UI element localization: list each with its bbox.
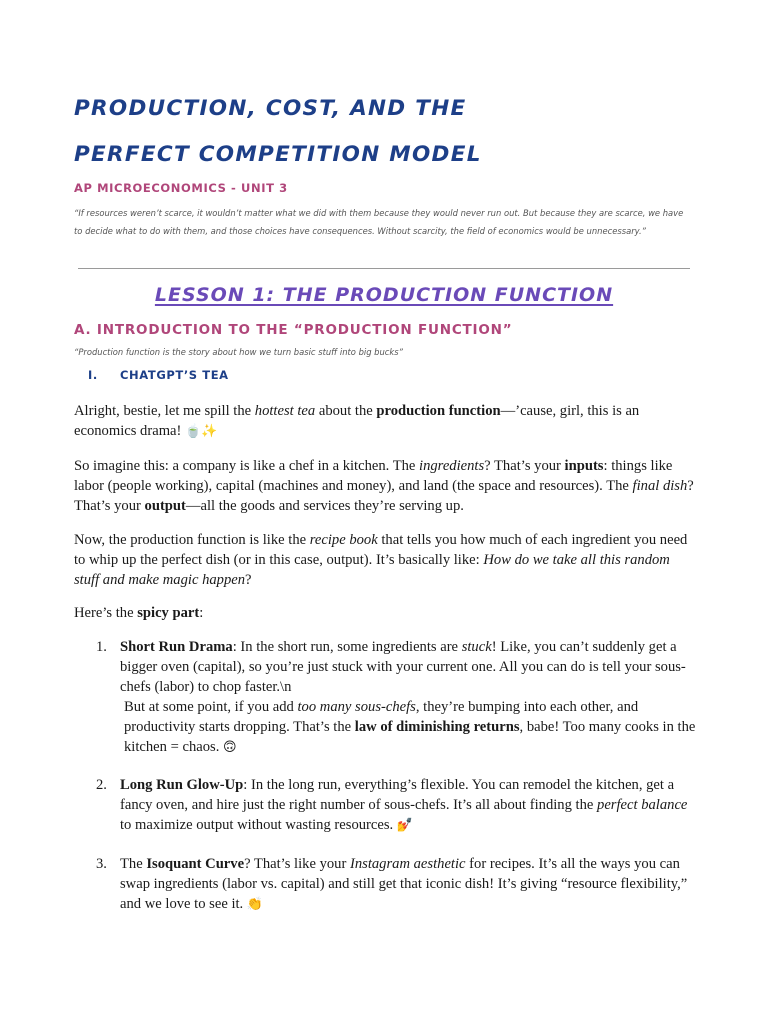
italic-text: ingredients bbox=[419, 458, 485, 474]
text-run: But at some point, if you add bbox=[124, 699, 298, 715]
text-run: for recipes. It’s all the ways you can swap ingredients (labor vs. capital) and still get that iconic dish! It’s giving “resource flexibility,” and we love to see it. bbox=[120, 856, 688, 912]
text-run: : In the short run, some ingredients are bbox=[232, 639, 462, 655]
text-run: So imagine this: a company is like a chef in a kitchen. The bbox=[74, 458, 420, 474]
bold-text: inputs bbox=[564, 458, 604, 474]
text-run: ? bbox=[245, 572, 252, 588]
text-run: ? That’s your bbox=[484, 458, 565, 474]
list-item-text bbox=[120, 637, 696, 758]
opening-quote: “If resources weren’t scarce, it wouldn’t matter what we did with them because they would never run out. But because they are scarce, we have to decide what to do with them, and those choices have consequences. Without scarcity, the field of economics would be unnecessary.” bbox=[74, 208, 684, 236]
list-number: 3. bbox=[96, 856, 107, 872]
text-run: , babe! Too many cooks in the kitchen = chaos. bbox=[124, 719, 696, 755]
list-item-text bbox=[120, 854, 696, 915]
subsection-numeral: I. bbox=[88, 368, 98, 382]
subsection-title: CHATGPT’S TEA bbox=[120, 368, 229, 382]
list-number: 1. bbox=[96, 639, 107, 655]
continuation-line bbox=[120, 697, 696, 758]
text-run: to maximize output without wasting resources. bbox=[120, 817, 397, 833]
bold-text: production function bbox=[376, 403, 501, 419]
list-number: 2. bbox=[96, 777, 107, 793]
italic-text: stuck bbox=[461, 639, 492, 655]
horizontal-divider bbox=[78, 268, 690, 269]
section-a-quote: “Production function is the story about how we turn basic stuff into big bucks” bbox=[74, 347, 403, 357]
paragraph-inputs-outputs bbox=[74, 456, 694, 516]
list-item-text bbox=[120, 775, 696, 836]
nail-polish-emoji-icon: 💅 bbox=[396, 818, 414, 833]
paragraph-recipe-book bbox=[74, 530, 694, 590]
bold-text: Isoquant Curve bbox=[146, 856, 245, 872]
document-title-line-2: PERFECT COMPETITION MODEL bbox=[74, 142, 482, 167]
italic-text: recipe book bbox=[309, 532, 378, 548]
text-run: that tells you how much of each ingredient you need to whip up the perfect dish (or in this case, output). It’s basically like: bbox=[74, 532, 688, 568]
lesson-title: LESSON 1: THE PRODUCTION FUNCTION bbox=[154, 284, 614, 306]
paragraph-intro bbox=[74, 401, 694, 442]
text-run: ? That’s your bbox=[74, 478, 694, 514]
bold-text: law of diminishing returns bbox=[354, 719, 520, 735]
subsection-heading bbox=[88, 368, 229, 382]
section-a-heading: A. INTRODUCTION TO THE “PRODUCTION FUNCTION” bbox=[74, 322, 513, 338]
italic-text: How do we take all this random stuff and make magic happen bbox=[74, 552, 670, 588]
italic-text: hottest tea bbox=[254, 403, 316, 419]
text-run: —’cause, girl, this is an economics drama! bbox=[74, 403, 640, 439]
text-run: The bbox=[120, 856, 147, 872]
text-run: —all the goods and services they’re serving up. bbox=[185, 498, 464, 514]
italic-text: too many sous-chefs bbox=[297, 699, 416, 715]
text-run: Here’s the bbox=[74, 605, 138, 621]
unit-label: AP MICROECONOMICS - UNIT 3 bbox=[74, 181, 288, 195]
tea-sparkles-emoji-icon: 🍵✨ bbox=[185, 424, 218, 439]
bold-text: output bbox=[144, 498, 186, 514]
text-run: ? That’s like your bbox=[244, 856, 350, 872]
text-run: : things like labor (people working), capital (machines and money), and land (the space and resources). The bbox=[74, 458, 673, 494]
text-run: ! Like, you can’t suddenly get a bigger oven (capital), so you’re just stuck with your current one. All you can do is tell your sous-chefs (labor) to chop faster.\n bbox=[120, 639, 686, 695]
paragraph-spicy-part bbox=[74, 603, 694, 623]
italic-text: Instagram aesthetic bbox=[349, 856, 466, 872]
text-run: Now, the production function is like the bbox=[74, 532, 310, 548]
bold-text: spicy part bbox=[137, 605, 200, 621]
upside-down-face-emoji-icon: 🙃 bbox=[223, 740, 237, 755]
text-run: about the bbox=[315, 403, 377, 419]
text-run: : In the long run, everything’s flexible. You can remodel the kitchen, get a fancy oven, and hire just the right number of sous-chefs. It’s all about finding the bbox=[120, 777, 675, 813]
clapping-hands-emoji-icon: 👏 bbox=[246, 897, 264, 912]
text-run: : bbox=[199, 605, 204, 621]
bold-text: Long Run Glow-Up bbox=[120, 777, 244, 793]
bold-text: Short Run Drama bbox=[120, 639, 233, 655]
text-run: , they’re bumping into each other, and productivity starts dropping. That’s the bbox=[124, 699, 639, 735]
text-run: Alright, bestie, let me spill the bbox=[74, 403, 255, 419]
document-title-line-1: PRODUCTION, COST, AND THE bbox=[74, 96, 467, 121]
italic-text: perfect balance bbox=[597, 797, 688, 813]
italic-text: final dish bbox=[632, 478, 688, 494]
